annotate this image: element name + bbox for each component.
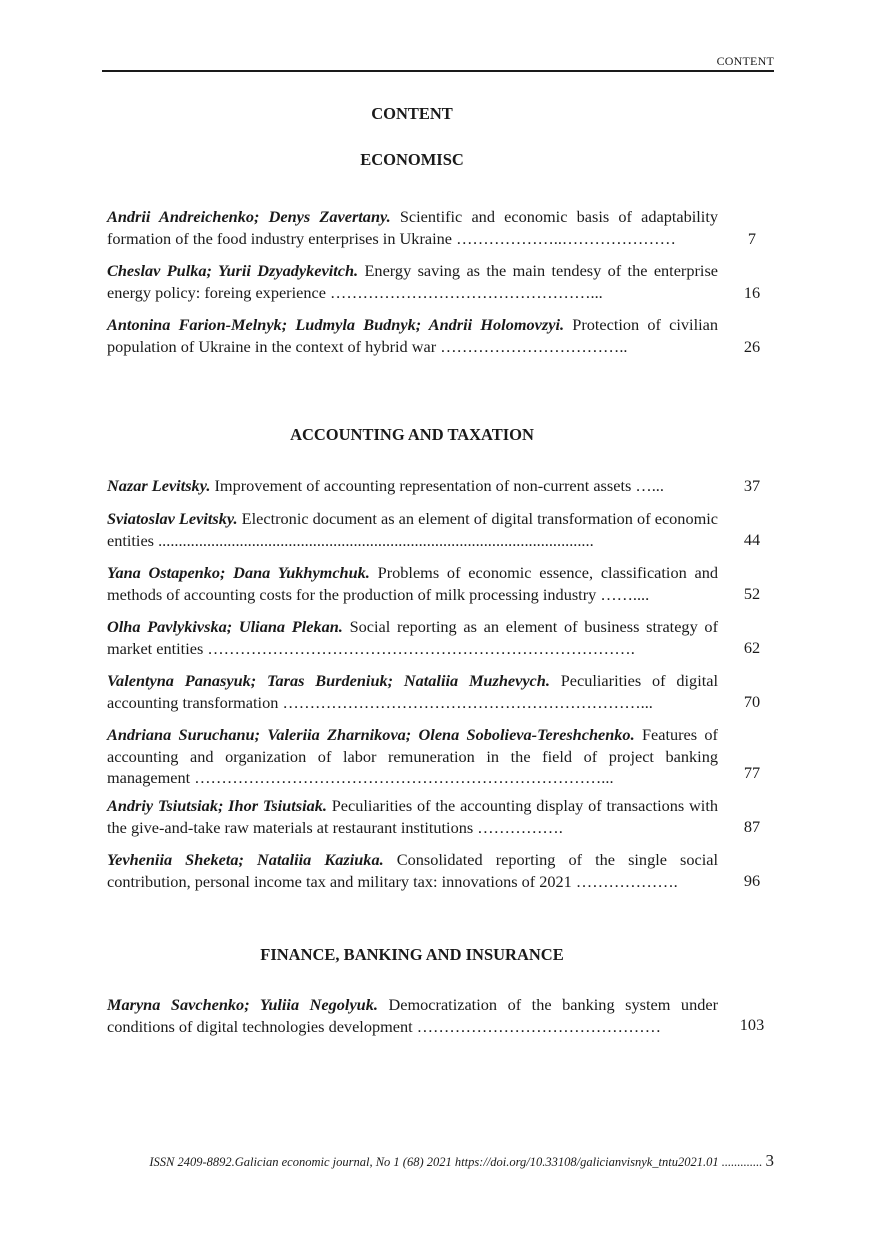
toc-entry[interactable] <box>107 206 718 249</box>
entry-leader: ………………. <box>575 871 678 891</box>
entry-title: Peculiarities of digital accounting transformation <box>107 671 718 712</box>
entry-title: Consolidated reporting of the single social contribution, personal income tax and military tax: innovations of 2021 <box>107 850 718 891</box>
entry-page-number: 7 <box>747 229 757 248</box>
entry-leader: ........................................................................................................... <box>158 530 594 550</box>
entry-title: Features of accounting and organization of labor remuneration in the field of project banking management <box>107 725 718 788</box>
entry-title: Improvement of accounting representation of non-current assets <box>214 476 632 495</box>
entry-page-number: 96 <box>743 871 761 890</box>
entry-page-number: 87 <box>743 817 761 836</box>
toc-entry[interactable] <box>107 562 718 605</box>
entry-leader: …….... <box>600 584 650 604</box>
entry-page-number: 52 <box>743 584 761 603</box>
entry-authors: Yevheniia Sheketa; Nataliia Kaziuka. <box>107 850 384 869</box>
entry-leader: ……………. <box>477 817 563 837</box>
entry-title: Scientific and economic basis of adaptability formation of the food industry enterprises in Ukraine <box>107 207 718 248</box>
toc-entry[interactable] <box>107 670 718 713</box>
entry-authors: Sviatoslav Levitsky. <box>107 509 238 528</box>
footer-page-number: 3 <box>765 1151 774 1170</box>
toc-entry[interactable] <box>107 475 718 497</box>
entry-leader: ……………………………………………………………………. <box>207 638 635 658</box>
entry-leader: …………………………………………………………... <box>282 692 653 712</box>
entry-title: Democratization of the banking system under conditions of digital technologies development <box>107 995 719 1036</box>
section-heading-economics: ECONOMISC <box>360 150 464 169</box>
entry-title: Peculiarities of the accounting display of transactions with the give-and-take raw materials at restaurant institutions <box>107 796 718 837</box>
toc-entry[interactable] <box>107 260 718 303</box>
entry-authors: Andrii Andreichenko; Denys Zavertany. <box>107 207 391 226</box>
entry-page-number: 16 <box>743 283 761 302</box>
entry-authors: Andriana Suruchanu; Valeriia Zharnikova; Olena Sobolieva-Tereshchenko. <box>107 725 635 744</box>
entry-leader: …... <box>635 476 664 495</box>
toc-entry[interactable] <box>107 314 718 357</box>
toc-entry[interactable] <box>107 795 718 838</box>
section-heading-accounting: ACCOUNTING AND TAXATION <box>290 425 534 444</box>
entry-title: Electronic document as an element of digital transformation of economic entities <box>107 509 718 550</box>
header-rule <box>102 70 774 72</box>
entry-title: Protection of civilian population of Ukraine in the context of hybrid war <box>107 315 718 356</box>
entry-title: Problems of economic essence, classification and methods of accounting costs for the production of milk processing industry <box>107 563 718 604</box>
entry-page-number: 44 <box>743 530 761 549</box>
page-title: CONTENT <box>371 104 453 123</box>
entry-authors: Antonina Farion-Melnyk; Ludmyla Budnyk; Andrii Holomovzyi. <box>107 315 565 334</box>
entry-title: Energy saving as the main tendesy of the enterprise energy policy: foreing experience <box>107 261 719 302</box>
toc-entry[interactable] <box>107 616 718 659</box>
entry-leader: …………………………….. <box>440 336 628 356</box>
entry-authors: Nazar Levitsky. <box>107 476 211 495</box>
entry-page-number: 37 <box>743 476 761 495</box>
entry-leader: ………………..………………… <box>456 228 676 248</box>
entry-authors: Yana Ostapenko; Dana Yukhymchuk. <box>107 563 370 582</box>
entry-page-number: 103 <box>739 1015 765 1034</box>
entry-page-number: 77 <box>743 763 761 782</box>
entry-authors: Valentyna Panasyuk; Taras Burdeniuk; Nataliia Muzhevych. <box>107 671 550 690</box>
entry-title: Social reporting as an element of business strategy of market entities <box>107 617 718 658</box>
toc-entry[interactable] <box>107 724 718 789</box>
toc-entry[interactable] <box>107 508 718 551</box>
entry-authors: Cheslav Pulka; Yurii Dzyadykevitch. <box>107 261 359 280</box>
entry-page-number: 62 <box>743 638 761 657</box>
entry-authors: Maryna Savchenko; Yuliia Negolyuk. <box>107 995 378 1014</box>
page-footer <box>102 1151 774 1171</box>
entry-leader: …………………………………………………………………... <box>194 768 614 788</box>
entry-leader: …………………………………………... <box>330 282 603 302</box>
entry-page-number: 26 <box>743 337 761 356</box>
entry-leader: ……………………………………… <box>416 1016 661 1036</box>
footer-citation: ISSN 2409-8892.Galician economic journal, No 1 (68) 2021 https://doi.org/10.33108/galicianvisnyk_tntu2021.01 ............. <box>149 1155 763 1169</box>
running-head: CONTENT <box>716 54 774 68</box>
entry-authors: Olha Pavlykivska; Uliana Plekan. <box>107 617 343 636</box>
toc-entry[interactable] <box>107 849 718 892</box>
section-heading-finance: FINANCE, BANKING AND INSURANCE <box>260 945 564 964</box>
toc-entry[interactable] <box>107 994 718 1037</box>
entry-page-number: 70 <box>743 692 761 711</box>
entry-authors: Andriy Tsiutsiak; Ihor Tsiutsiak. <box>107 796 327 815</box>
